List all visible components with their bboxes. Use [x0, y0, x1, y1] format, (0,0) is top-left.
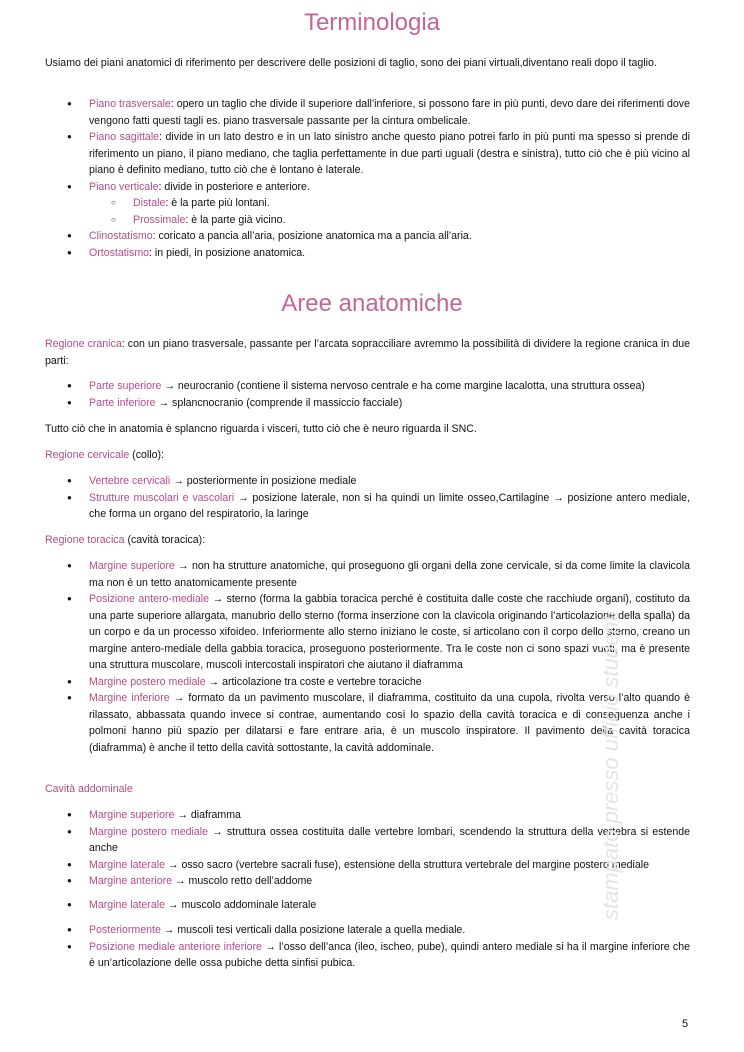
- list-item: [45, 473, 690, 490]
- list-item: [45, 922, 690, 939]
- list-item: [45, 939, 690, 972]
- addominale-label: [45, 781, 690, 798]
- term: Piano verticale: [89, 180, 159, 193]
- toracica-label: Regione toracica (cavità toracica):: [45, 534, 206, 546]
- sub-list-item: [89, 195, 690, 212]
- page-number: 5: [682, 1018, 689, 1030]
- list-item: [45, 378, 690, 395]
- definition: → splancnocranio (comprende il massiccio facciale): [155, 396, 403, 409]
- list-item: [45, 897, 690, 914]
- addominale-list-3: [45, 922, 690, 972]
- term: Distale: [133, 197, 166, 209]
- sub-list: [89, 195, 690, 228]
- term: Margine postero mediale: [89, 825, 208, 838]
- list-item: [45, 873, 690, 890]
- definition: : in piedi, in posizione anatomica.: [149, 246, 306, 259]
- cervicale-label: Regione cervicale (collo):: [45, 449, 164, 461]
- definition: : divide in posteriore e anteriore.: [158, 180, 310, 193]
- list-item: [45, 857, 690, 874]
- definition: → l’osso dell’anca (ileo, ischeo, pube), quindi antero mediale si ha il margine inferiore che è un’articolazione delle ossa pubiche detta sinfisi pubica.: [89, 940, 690, 969]
- definition: : è la parte più lontani.: [165, 197, 270, 209]
- term: Prossimale: [133, 213, 186, 226]
- term: Piano trasversale: [89, 98, 171, 110]
- definition: : divide in un lato destro e in un lato sinistro anche questo piano potrei farlo in più punti ma spesso si prende di riferimento un piano, il piano mediano, che taglia perfettamente in due parti uguali (destra e sinistra), tutto ciò che è più vicino al piano è definito mediano, tutto ciò che è lontano è laterale.: [89, 131, 690, 176]
- term: Margine superiore: [89, 809, 175, 821]
- term: Regione cranica: [45, 338, 122, 350]
- term: Margine inferiore: [89, 692, 170, 704]
- definition: → struttura ossea costituita dalle vertebre lombari, scendendo la struttura della vertebra si estende anche: [89, 825, 690, 854]
- term: Piano sagittale: [89, 131, 160, 143]
- term: Strutture muscolari e vascolari: [89, 491, 235, 504]
- term: Vertebre cervicali: [89, 475, 171, 487]
- list-item: [45, 395, 690, 412]
- term: Posteriormente: [89, 924, 161, 936]
- term: Clinostatismo: [89, 230, 153, 242]
- addominale-list-2: [45, 897, 690, 914]
- definition: : coricato a pancia all’aria, posizione anatomica ma a pancia all’aria.: [152, 230, 472, 242]
- section-title-aree-anatomiche: Aree anatomiche: [281, 290, 463, 317]
- list-item: [45, 129, 690, 179]
- definition: → osso sacro (vertebre sacrali fuse), estensione della struttura vertebrale del margine postero mediale: [164, 858, 649, 871]
- definition: : è la parte già vicino.: [185, 213, 286, 226]
- addominale-list: [45, 807, 690, 890]
- definition: → formato da un pavimento muscolare, il diaframma, costituito da una cupola, rivolta verso l’alto quando è rilassato, abbassata quando invece si contrae, aumentando così lo spazio della cavità toracica e di conseguenza anche i polmoni hanno più spazio per dilatarsi e fare entrare aria, è un muscolo inspiratore. Il pavimento della cavità toracica (diaframma) è anche il tetto della cavità sottostante, la cavità addominale.: [89, 692, 690, 754]
- term: Margine laterale: [89, 858, 165, 871]
- term: Regione toracica: [45, 534, 125, 546]
- cranica-paragraph: Regione cranica: con un piano trasversale, passante per l’arcata sopracciliare avremmo la possibilità di dividere la regione cranica in due parti:: [45, 338, 691, 367]
- definition: → sterno (forma la gabbia toracica perché è costituita dalle coste che racchiude organi), costituto da una parte superiore allargata, manubrio dello sterno (forma inserzione con la clavicola originando l’articolazione della spalla) da un corpo e da un processo xifoideo. Inferiormente allo sterno iniziano le coste, si articolano con il corpo dello sterno, creano un margine antero-mediale della gabbia toracica, proseguono posteriormente. Tra le coste non ci sono spazi vuoti, ma è presente una struttura muscolare, muscoli intercostali inspiratori che aiutano il diaframma: [89, 593, 691, 671]
- definition: → muscolo addominale laterale: [164, 899, 317, 911]
- term: Ortostatismo: [89, 246, 150, 259]
- intro-paragraph: Usiamo dei piani anatomici di riferimento per descrivere delle posizioni di taglio, sono dei piani virtuali,diventano reali dopo il taglio.: [45, 57, 657, 69]
- list-item: [45, 558, 690, 591]
- term: Cavità addominale: [45, 783, 133, 795]
- definition: → diaframma: [174, 809, 241, 821]
- cranica-list: [45, 378, 690, 411]
- list-item: [45, 490, 690, 523]
- term: Margine superiore: [89, 560, 175, 572]
- definition: → muscolo retto dell’addome: [172, 875, 313, 887]
- list-item: [45, 690, 690, 756]
- terminologia-list: [45, 96, 690, 261]
- list-item: [45, 179, 690, 229]
- term: Parte inferiore: [89, 396, 156, 409]
- list-item: [45, 824, 690, 857]
- term: Margine postero mediale: [89, 675, 206, 688]
- list-item: [45, 228, 690, 245]
- section-title-terminologia: Terminologia: [303, 9, 441, 36]
- list-item: [45, 591, 690, 674]
- definition: → muscoli tesi verticali dalla posizione laterale a quella mediale.: [160, 924, 466, 936]
- term: Posizione antero-mediale: [89, 593, 210, 605]
- cervicale-list: [45, 473, 690, 523]
- definition: → articolazione tra coste e vertebre toraciche: [205, 675, 422, 688]
- term: Margine laterale: [89, 899, 165, 911]
- definition: : opero un taglio che divide il superiore dall’inferiore, si possono fare in più punti, devo dare dei riferimenti dove vengono fatti questi tagli es. piano trasversale passante per la cintura ombelicale.: [89, 98, 690, 127]
- term: Parte superiore: [89, 380, 162, 392]
- definition: → non ha strutture anatomiche, qui proseguono gli organi della zone cervicale, si da come limite la clavicola ma non è un tetto anatomicamente presente: [89, 560, 690, 589]
- list-item: [45, 807, 690, 824]
- definition: → neurocranio (contiene il sistema nervoso centrale e ha come margine lacalotta, una struttura ossea): [161, 380, 645, 392]
- list-item: [45, 96, 690, 129]
- watermark: stampato presso ufficio studenti: [598, 610, 623, 920]
- definition: → posteriormente in posizione mediale: [170, 475, 357, 487]
- toracica-list: [45, 558, 690, 756]
- term: Regione cervicale: [45, 449, 130, 461]
- sub-list-item: [89, 212, 690, 229]
- list-item: [45, 245, 690, 262]
- note-paragraph: Tutto ciò che in anatomia è splancno riguarda i visceri, tutto ciò che è neuro riguarda il SNC.: [45, 423, 477, 435]
- term: Margine anteriore: [89, 875, 173, 887]
- term: Posizione mediale anteriore inferiore: [89, 940, 262, 953]
- definition: → posizione laterale, non si ha quindi un limite osseo,Cartilagine → posizione antero mediale, che forma un organo del respiratorio, la laringe: [89, 491, 691, 520]
- list-item: [45, 674, 690, 691]
